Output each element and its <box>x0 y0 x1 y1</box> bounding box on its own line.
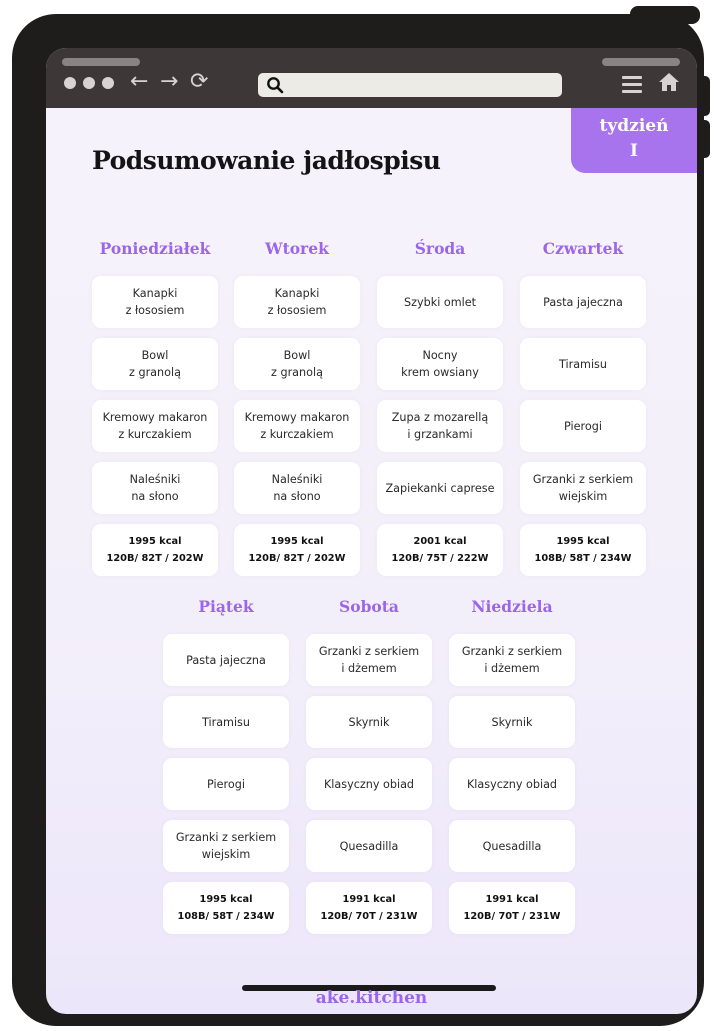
brand-footer: ake.kitchen <box>315 988 428 1008</box>
meal-card[interactable]: Bowl z granolą <box>234 338 360 390</box>
day-heading: Niedziela <box>471 597 553 616</box>
day-heading: Czwartek <box>542 239 624 258</box>
meal-card[interactable]: Zupa z mozarellą i grzankami <box>377 400 503 452</box>
meal-card[interactable]: Zapiekanki caprese <box>377 462 503 514</box>
window-dot-icon <box>83 77 95 89</box>
search-icon <box>266 76 284 94</box>
meal-card[interactable]: Grzanki z serkiem wiejskim <box>163 820 289 872</box>
day-heading: Sobota <box>339 597 399 616</box>
week-badge <box>571 108 697 173</box>
nutrition-summary: 1995 kcal 120B/ 82T / 202W <box>92 524 218 576</box>
window-dot-icon <box>64 77 76 89</box>
day-column-piatek <box>163 592 289 944</box>
home-icon[interactable] <box>658 72 680 92</box>
week-badge-label: tydzień <box>599 116 669 136</box>
meal-card[interactable]: Grzanki z serkiem i dżemem <box>306 634 432 686</box>
day-column-niedziela <box>449 592 575 944</box>
tablet-frame <box>12 14 704 1026</box>
meal-card[interactable]: Klasyczny obiad <box>306 758 432 810</box>
browser-toolbar <box>46 48 697 108</box>
nutrition-summary: 1991 kcal 120B/ 70T / 231W <box>306 882 432 934</box>
toolbar-decor-pill-left <box>62 58 140 66</box>
page-title: Podsumowanie jadłospisu <box>92 146 441 175</box>
nutrition-summary: 1995 kcal 108B/ 58T / 234W <box>520 524 646 576</box>
meal-card[interactable]: Quesadilla <box>306 820 432 872</box>
day-column-sroda <box>377 234 503 586</box>
day-heading: Wtorek <box>265 239 329 258</box>
meal-card[interactable]: Klasyczny obiad <box>449 758 575 810</box>
meal-card[interactable]: Szybki omlet <box>377 276 503 328</box>
nutrition-summary: 1995 kcal 120B/ 82T / 202W <box>234 524 360 576</box>
nutrition-summary: 1995 kcal 108B/ 58T / 234W <box>163 882 289 934</box>
toolbar-decor-pill-right <box>602 58 680 66</box>
forward-arrow-icon[interactable]: → <box>160 69 179 94</box>
tablet-screen <box>46 48 697 1014</box>
day-column-sobota <box>306 592 432 944</box>
meal-card[interactable]: Grzanki z serkiem wiejskim <box>520 462 646 514</box>
meal-card[interactable]: Bowl z granolą <box>92 338 218 390</box>
day-column-wtorek <box>234 234 360 586</box>
meal-card[interactable]: Skyrnik <box>306 696 432 748</box>
menu-icon[interactable] <box>622 76 642 94</box>
meal-card[interactable]: Quesadilla <box>449 820 575 872</box>
week-badge-number: I <box>630 141 638 161</box>
meal-card[interactable]: Tiramisu <box>163 696 289 748</box>
meal-card[interactable]: Grzanki z serkiem i dżemem <box>449 634 575 686</box>
meal-card[interactable]: Kanapki z łososiem <box>234 276 360 328</box>
meal-card[interactable]: Pasta jajeczna <box>163 634 289 686</box>
meal-card[interactable]: Kremowy makaron z kurczakiem <box>92 400 218 452</box>
window-dot-icon <box>102 77 114 89</box>
meal-card[interactable]: Skyrnik <box>449 696 575 748</box>
back-arrow-icon[interactable]: ← <box>130 69 149 94</box>
meal-card[interactable]: Kanapki z łososiem <box>92 276 218 328</box>
meal-card[interactable]: Pasta jajeczna <box>520 276 646 328</box>
meal-card[interactable]: Pierogi <box>163 758 289 810</box>
meal-card[interactable]: Nocny krem owsiany <box>377 338 503 390</box>
day-heading: Poniedziałek <box>99 239 211 258</box>
meal-card[interactable]: Naleśniki na słono <box>234 462 360 514</box>
meal-card[interactable]: Pierogi <box>520 400 646 452</box>
meal-card[interactable]: Tiramisu <box>520 338 646 390</box>
day-column-czwartek <box>520 234 646 586</box>
address-search-input[interactable] <box>258 73 562 97</box>
day-column-poniedzialek <box>92 234 218 586</box>
meal-card[interactable]: Kremowy makaron z kurczakiem <box>234 400 360 452</box>
nutrition-summary: 1991 kcal 120B/ 70T / 231W <box>449 882 575 934</box>
reload-icon[interactable]: ⟳ <box>190 69 209 94</box>
day-heading: Piątek <box>198 597 254 616</box>
nutrition-summary: 2001 kcal 120B/ 75T / 222W <box>377 524 503 576</box>
meal-card[interactable]: Naleśniki na słono <box>92 462 218 514</box>
day-heading: Środa <box>414 239 466 258</box>
